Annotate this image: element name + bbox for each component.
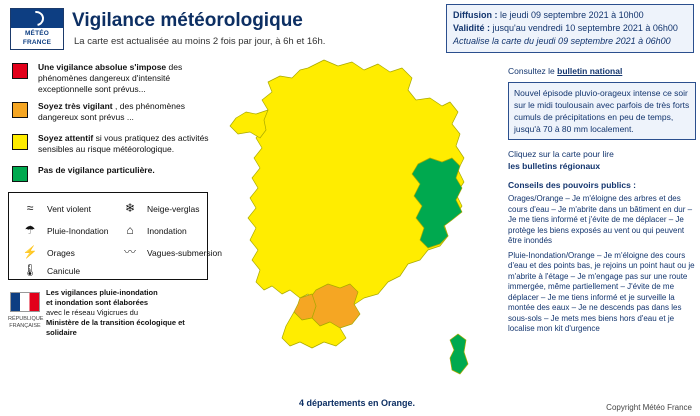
legend [8, 62, 213, 197]
diffusion-info-box [446, 4, 694, 53]
regional-bulletin-prompt[interactable] [508, 148, 696, 172]
legend-orange-bold: Soyez très vigilant [38, 101, 113, 111]
legend-yellow-bold: Soyez attentif [38, 133, 94, 143]
legend-item-green [8, 165, 213, 191]
advice-title: Conseils des pouvoirs publics : [508, 180, 636, 190]
ministry-text [46, 288, 216, 338]
logo-line-2: FRANCE [22, 39, 52, 46]
legend-item-orange [8, 101, 213, 127]
click-map-line-1: Cliquez sur la carte pour lire [508, 149, 614, 159]
ministry-line-2: et inondation sont élaborées [46, 298, 149, 307]
advice-paragraph-orages: Orages/Orange – Je m'éloigne des arbres et des cours d'eau – Je m'abrite dans un bâtiment en dur – Je me tiens informé et j'évite de me déplacer – Je protège les biens exposés au vent ou qui peuvent être inondés [508, 194, 693, 245]
advice-paragraph-pluie-inondation: Pluie-Inondation/Orange – Je m'éloigne des cours d'eau et des points bas, je rejoins un point haut ou je m'abrite à l'étage – Je m'engage pas sur une route immergée, même partiellement – J'évite de me déplacer – Je me tiens informé et je surveille la montée des eaux – Je ne descends pas dans les sous-sols – Je mets mes biens hors d'eau et je localise mon kit d'urgence [508, 250, 695, 333]
legend-swatch-yellow [12, 134, 28, 150]
logo-text [11, 29, 63, 47]
validite-label: Validité : [453, 23, 491, 33]
logo-line-1: MÉTÉO [24, 30, 50, 37]
pictogram-rain-flood-label: Pluie-Inondation [47, 226, 109, 236]
validite-line [453, 22, 687, 35]
map-region-corsica[interactable] [450, 334, 468, 374]
map-svg[interactable] [212, 54, 502, 384]
page-subtitle: La carte est actualisée au moins 2 fois par jour, à 6h et 16h. [74, 36, 326, 47]
wind-icon: ≈ [26, 201, 34, 215]
pictogram-snow-ice-label: Neige-verglas [147, 204, 200, 214]
validite-value: jusqu'au vendredi 10 septembre 2021 à 06h00 [492, 23, 678, 33]
ministry-line-1: Les vigilances pluie-inondation [46, 288, 158, 297]
logo-banner [11, 9, 63, 28]
diffusion-line [453, 9, 687, 22]
pictogram-wind-label: Vent violent [47, 204, 91, 214]
ministry-line-4: Ministère de la transition écologique et solidaire [46, 318, 185, 337]
legend-red-bold: Une vigilance absolue s'impose [38, 62, 167, 72]
legend-red-rest: des phénomènes dangereux d'intensité exceptionnelle sont prévus... [38, 62, 183, 94]
consult-prefix: Consultez le [508, 66, 558, 76]
pictogram-heatwave-label: Canicule [47, 266, 81, 276]
legend-swatch-red [12, 63, 28, 79]
republique-francaise-label: RÉPUBLIQUE FRANÇAISE [8, 316, 44, 329]
legend-swatch-orange [12, 102, 28, 118]
national-alert-box [508, 82, 696, 140]
ministry-line-3: avec le réseau Vigicrues du [46, 308, 138, 317]
waves-submersion-icon: 〰 [123, 245, 136, 259]
right-column [508, 66, 696, 339]
pictogram-legend-box [8, 192, 222, 280]
map-region-brittany[interactable] [230, 110, 268, 138]
diffusion-label: Diffusion : [453, 10, 498, 20]
swirl-icon [26, 8, 47, 29]
legend-swatch-green [12, 166, 28, 182]
map-caption: 4 départements en Orange. [298, 398, 416, 408]
legend-yellow-rest: si vous pratiquez des activités sensibles au risque météorologique. [38, 133, 209, 154]
legend-item-red [8, 62, 213, 95]
heatwave-icon: 🌡 [22, 263, 38, 277]
rain-flood-icon: ☂ [24, 223, 36, 237]
consult-national-bulletin [508, 66, 696, 77]
actualise-line: Actualise la carte du jeudi 09 septembre 2021 à 06h00 [453, 36, 671, 46]
pictogram-waves-label: Vagues-submersion [147, 248, 222, 258]
national-alert-text: Nouvel épisode pluvio-orageux intense ce soir sur le midi toulousain avec parfois de très forts cumuls de précipitations en peu de temps, jusqu'à 70 à 80 mm localement. [514, 88, 690, 134]
page-title: Vigilance météorologique [72, 10, 303, 31]
legend-item-yellow [8, 133, 213, 159]
pictogram-storm-label: Orages [47, 248, 75, 258]
france-vigilance-map[interactable] [212, 54, 502, 384]
legend-orange-rest: , des phénomènes dangereux sont prévus ... [38, 101, 185, 122]
flood-icon: ⌂ [126, 223, 134, 237]
map-region-orange-toulouse[interactable] [310, 284, 360, 328]
snow-ice-icon: ❄ [124, 201, 136, 215]
copyright-label: Copyright Météo France [606, 403, 692, 412]
diffusion-value: le jeudi 09 septembre 2021 à 10h00 [500, 10, 644, 20]
click-map-line-2[interactable]: les bulletins régionaux [508, 161, 601, 171]
meteo-france-logo [10, 8, 64, 50]
legend-green-bold: Pas de vigilance particulière. [38, 165, 155, 175]
national-bulletin-link[interactable]: bulletin national [557, 66, 623, 76]
french-flag-icon [10, 292, 40, 312]
pictogram-flood-label: Inondation [147, 226, 187, 236]
storm-icon: ⚡ [22, 245, 38, 259]
